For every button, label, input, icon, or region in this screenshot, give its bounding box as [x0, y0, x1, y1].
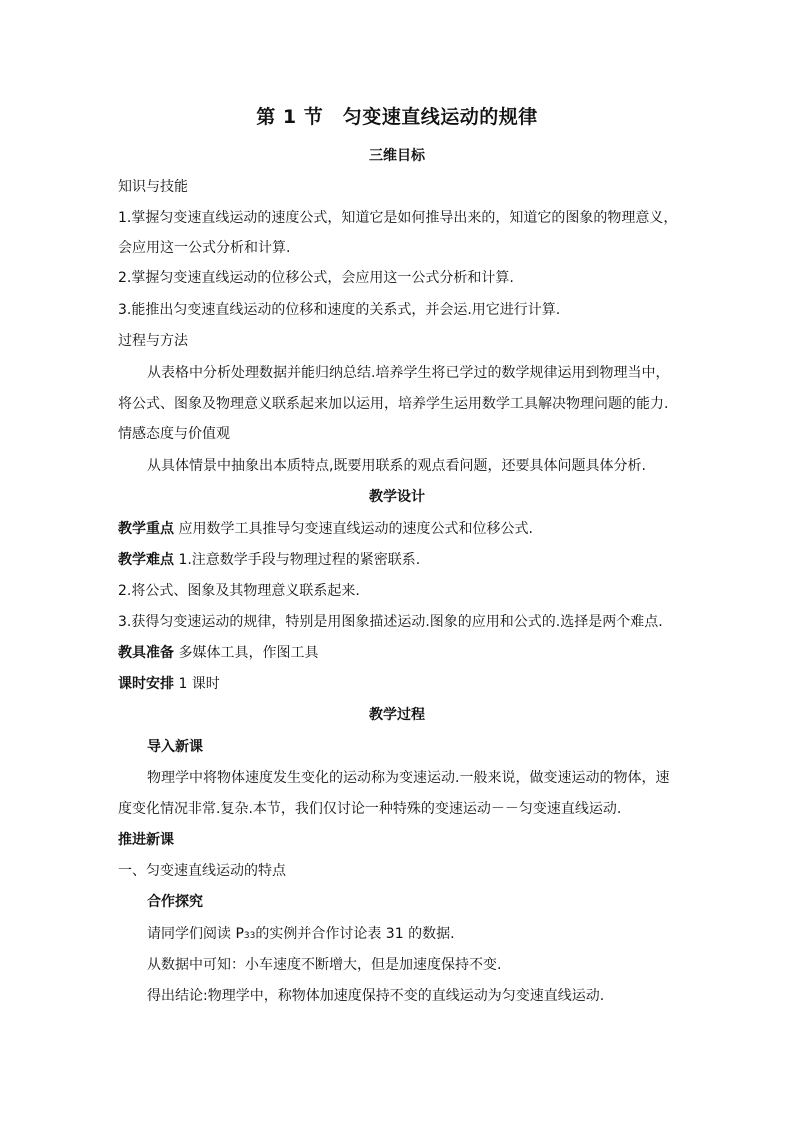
- process-heading: 教学过程: [369, 707, 425, 723]
- knowledge-item-3: 3.能推出匀变速直线运动的位移和速度的关系式，并会运.用它进行计算.: [118, 302, 561, 318]
- coop-line-2: 从数据中可知：小车速度不断增大，但是加速度保持不变.: [147, 957, 502, 973]
- knowledge-label: 知识与技能: [118, 179, 188, 195]
- document-title: 第 1 节 匀变速直线运动的规律: [256, 106, 538, 128]
- knowledge-item-1-line-2: 会应用这一公式分析和计算.: [118, 240, 291, 256]
- process-text-line-2: 将公式、图象及物理意义联系起来加以运用，培养学生运用数学工具解决物理问题的能力.: [118, 396, 669, 412]
- schedule-text: 1 课时: [174, 676, 220, 692]
- knowledge-item-2: 2.掌握匀变速直线运动的位移公式，会应用这一公式分析和计算.: [118, 270, 514, 286]
- intro-text-line-1: 物理学中将物体速度发生变化的运动称为变速运动.一般来说，做变速运动的物体，速: [147, 770, 670, 786]
- tools-line: [118, 643, 318, 663]
- attitude-label: 情感态度与价值观: [118, 426, 230, 442]
- design-heading: 教学设计: [369, 489, 425, 505]
- difficulty-item-3: 3.获得匀变速运动的规律，特别是用图象描述运动.图象的应用和公式的.选择是两个难点.: [118, 614, 663, 630]
- coop-line-1-post: 的实例并合作讨论表 31 的数据.: [255, 926, 455, 942]
- part-1-label: 一、匀变速直线运动的特点: [118, 863, 286, 879]
- knowledge-item-1-line-1: 1.掌握匀变速直线运动的速度公式，知道它是如何推导出来的，知道它的图象的物理意义，: [118, 210, 678, 226]
- tools-label: 教具准备: [118, 645, 174, 661]
- coop-line-3: 得出结论:物理学中，称物体加速度保持不变的直线运动为匀变速直线运动.: [147, 988, 605, 1004]
- coop-line-1: [147, 924, 455, 946]
- coop-line-1-pre: 请同学们阅读 P: [147, 926, 244, 942]
- key-point-line: [118, 519, 533, 539]
- process-label: 过程与方法: [118, 333, 188, 349]
- coop-label: 合作探究: [147, 894, 203, 910]
- intro-text-line-2: 度变化情况非常.复杂.本节，我们仅讨论一种特殊的变速运动－－匀变速直线运动.: [118, 801, 622, 817]
- intro-label: 导入新课: [147, 739, 203, 755]
- goals-heading: 三维目标: [369, 148, 425, 164]
- difficulty-item-1: 1.注意数学手段与物理过程的紧密联系.: [174, 552, 421, 568]
- tools-text: 多媒体工具，作图工具: [174, 645, 319, 661]
- schedule-label: 课时安排: [118, 676, 174, 692]
- advance-label: 推进新课: [118, 832, 174, 848]
- difficulty-label: 教学难点: [118, 552, 174, 568]
- process-text-line-1: 从表格中分析处理数据并能归纳总结.培养学生将已学过的数学规律运用到物理当中，: [147, 365, 670, 381]
- difficulty-item-2: 2.将公式、图象及其物理意义联系起来.: [118, 583, 360, 599]
- difficulty-line: [118, 550, 420, 570]
- page-subscript: 33: [243, 931, 256, 941]
- key-point-label: 教学重点: [118, 521, 174, 537]
- key-point-text: 应用数学工具推导匀变速直线运动的速度公式和位移公式.: [174, 521, 533, 537]
- attitude-text: 从具体情景中抽象出本质特点,既要用联系的观点看问题，还要具体问题具体分析.: [147, 458, 646, 474]
- schedule-line: [118, 674, 220, 694]
